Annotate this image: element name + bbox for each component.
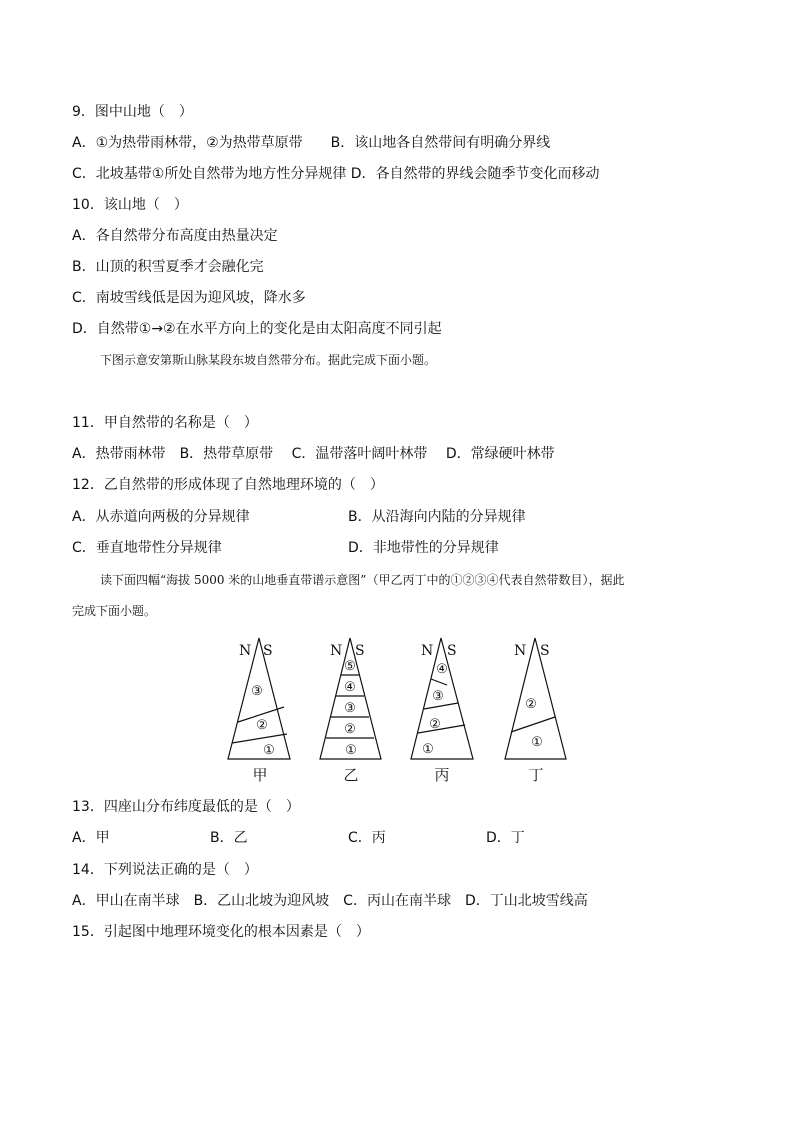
mountain-yi-south: S xyxy=(355,643,365,659)
q9-stem: 9．图中山地（ ） xyxy=(72,104,193,120)
q10-option-d: D．自然带①→②在水平方向上的变化是由太阳高度不同引起 xyxy=(72,321,442,337)
mountain-bing-band-label: ③ xyxy=(432,689,444,704)
mountain-bing-boundary xyxy=(431,679,447,685)
mountain-yi-band-label: ⑤ xyxy=(344,659,356,674)
mountain-ding-name: 丁 xyxy=(528,766,544,784)
q9-options-line2: C．北坡基带①所处自然带为地方性分异规律 D．各自然带的界线会随季节变化而移动 xyxy=(72,166,600,182)
mountain-bing-north: N xyxy=(421,643,434,659)
mountain-yi-band-label: ① xyxy=(345,743,357,758)
mountain-bing-band-label: ① xyxy=(422,742,434,757)
mountain-ding-north: N xyxy=(514,643,527,659)
q11-stem: 11．甲自然带的名称是（ ） xyxy=(72,415,258,431)
mountain-jia-band-label: ① xyxy=(263,743,275,758)
mountain-bing-band-label: ② xyxy=(429,717,441,732)
intro-vertical-zones-line1: 读下面四幅“海拔 5000 米的山地垂直带谱示意图”（甲乙丙丁中的①②③④代表自然带数目），据此 xyxy=(100,573,625,587)
mountain-bing-boundary xyxy=(418,725,465,733)
vertical-zone-figure xyxy=(0,630,794,790)
q12-option-c: C．垂直地带性分异规律 xyxy=(72,540,222,556)
mountain-jia-band-label: ② xyxy=(256,718,268,733)
mountain-ding-band-label: ② xyxy=(525,697,537,712)
q9-options-line1: A．①为热带雨林带，②为热带草原带 B．该山地各自然带间有明确分界线 xyxy=(72,135,551,151)
q14-options: A．甲山在南半球 B．乙山北坡为迎风坡 C．丙山在南半球 D．丁山北坡雪线高 xyxy=(72,893,588,909)
mountain-ding-boundary xyxy=(511,717,555,732)
mountain-ding-band-label: ① xyxy=(531,735,543,750)
q12-option-a: A．从赤道向两极的分异规律 xyxy=(72,509,250,525)
q10-option-c: C．南坡雪线低是因为迎风坡，降水多 xyxy=(72,290,306,306)
mountain-ding-south: S xyxy=(540,643,550,659)
mountain-jia-south: S xyxy=(263,643,273,659)
intro-andes: 下图示意安第斯山脉某段东坡自然带分布。据此完成下面小题。 xyxy=(100,353,437,367)
q12-option-d: D．非地带性的分异规律 xyxy=(348,540,499,556)
mountain-yi-band-label: ④ xyxy=(344,680,356,695)
mountain-yi-band-label: ③ xyxy=(344,701,356,716)
mountain-jia-boundary xyxy=(232,734,287,743)
intro-vertical-zones-line2: 完成下面小题。 xyxy=(72,604,157,618)
q12-option-b: B．从沿海向内陆的分异规律 xyxy=(348,509,526,525)
q10-option-b: B．山顶的积雪夏季才会融化完 xyxy=(72,259,264,275)
q11-options: A．热带雨林带 B．热带草原带 C．温带落叶阔叶林带 D．常绿硬叶林带 xyxy=(72,446,555,462)
q13-stem: 13．四座山分布纬度最低的是（ ） xyxy=(72,799,300,815)
q13-option-d: D．丁 xyxy=(486,830,525,846)
mountain-jia-north: N xyxy=(239,643,252,659)
q15-stem: 15．引起图中地理环境变化的根本因素是（ ） xyxy=(72,924,370,940)
q13-option-b: B．乙 xyxy=(210,830,248,846)
q10-stem: 10．该山地（ ） xyxy=(72,197,188,213)
q12-stem: 12．乙自然带的形成体现了自然地理环境的（ ） xyxy=(72,477,384,493)
q13-option-a: A．甲 xyxy=(72,830,110,846)
q10-option-a: A．各自然带分布高度由热量决定 xyxy=(72,228,278,244)
mountain-yi-band-label: ② xyxy=(344,722,356,737)
mountain-yi-name: 乙 xyxy=(343,766,359,784)
q13-option-c: C．丙 xyxy=(348,830,386,846)
mountain-jia-band-label: ③ xyxy=(251,684,263,699)
mountain-jia-name: 甲 xyxy=(252,766,268,784)
mountain-bing-name: 丙 xyxy=(434,766,450,784)
mountain-yi-north: N xyxy=(330,643,343,659)
mountain-bing-south: S xyxy=(447,643,457,659)
q14-stem: 14．下列说法正确的是（ ） xyxy=(72,862,258,878)
mountain-bing-band-label: ④ xyxy=(436,662,448,677)
